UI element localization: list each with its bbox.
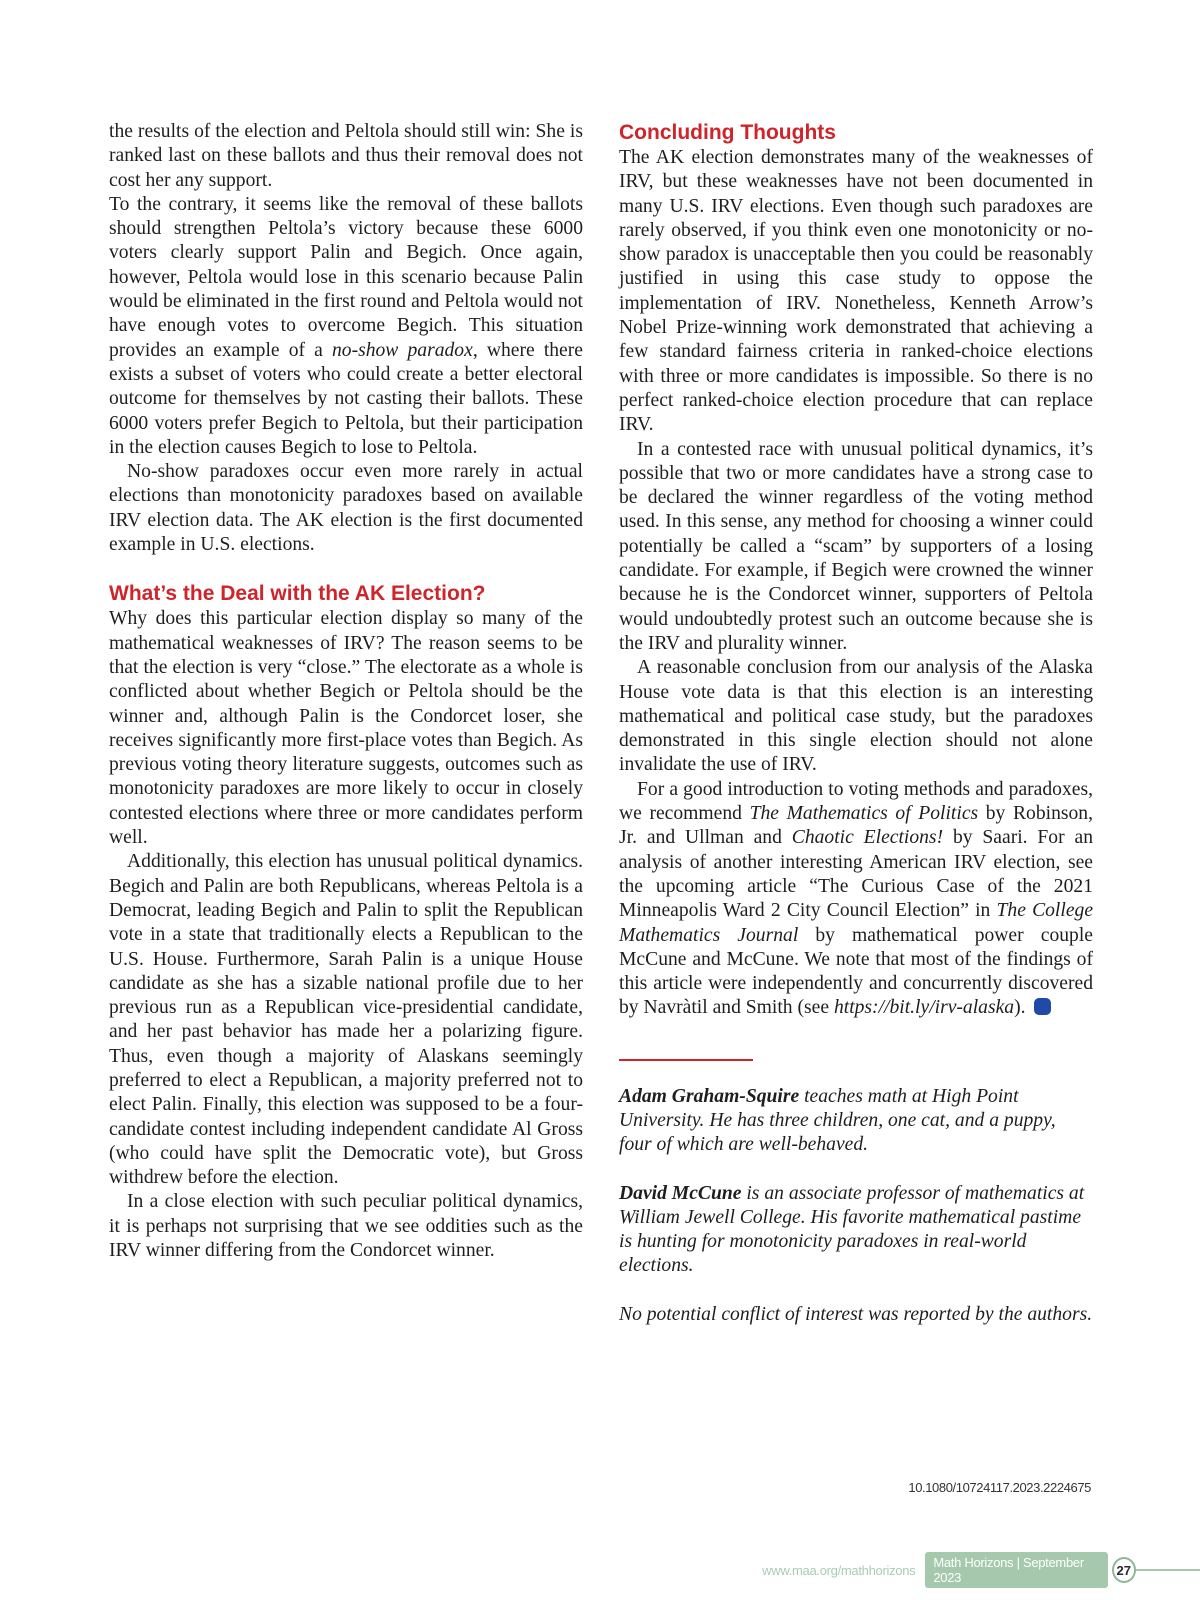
author-bio: David McCune is an associate professor of mathematics at William Jewell College. His favorite mathematical pastime is hunting for monotonicity paradoxes in real-world elections. [619,1182,1085,1277]
doi: 10.1080/10724117.2023.2224675 [908,1480,1091,1495]
publication-badge: Math Horizons | September 2023 [925,1552,1107,1588]
paragraph: For a good introduction to voting methods and paradoxes, we recommend The Mathematics of Politics by Robinson, Jr. and Ullman and Chaotic Elections! by Saari. For an analysis of another interesting American IRV election, see the upcoming article “The Curious Case of the 2021 Minneapolis Ward 2 City Council Election” in The College Mathematics Journal by mathematical power couple McCune and McCune. We note that most of the findings of this article were independently and concurrently discovered by Navràtil and Smith (see https://bit.ly/irv-alaska). [619,778,1094,1019]
paragraph: Additionally, this election has unusual political dynamics. Begich and Palin are both Republicans, whereas Peltola is a Democrat, leading Begich and Palin to split the Republican vote in a state that traditionally elects a Republican to the U.S. House. Furthermore, Sarah Palin is a unique House candidate as she has a sizable national profile due to her previous run as a Republican vice-presidential candidate, and her past behavior has made her a polarizing figure. Thus, even though a majority of Alaskans seemingly preferred to elect a Republican, a majority preferred not to elect Palin. Finally, this election was supposed to be a four-candidate contest including independent candidate Al Gross (who could have split the Democratic vote), but Gross withdrew before the election. [109,851,583,1189]
term-no-show-paradox: no-show paradox [331,339,473,361]
author-bios [619,1085,1093,1327]
author-name: David McCune [619,1182,742,1204]
conflict-statement: No potential conflict of interest was reported by the authors. [619,1303,1093,1325]
right-column [619,120,1093,1351]
footer-url[interactable]: www.maa.org/mathhorizons [762,1562,916,1578]
reference-link[interactable]: https://bit.ly/irv-alaska [833,997,1015,1019]
footer-line [1136,1569,1200,1571]
journal-title: The College Mathematics Journal [619,900,1094,946]
paragraph: No-show paradoxes occur even more rarely in actual elections than monotonicity paradoxes based on available IRV election data. The AK election is the first documented example in U.S. elections. [109,461,583,556]
page-number: 27 [1112,1557,1136,1583]
author-bio: Adam Graham-Squire teaches math at High Point University. He has three children, one cat, and a puppy, four of which are well-behaved. [619,1085,1056,1156]
end-of-article-icon [1034,998,1051,1015]
author-name: Adam Graham-Squire [619,1085,800,1107]
bio-divider [619,1059,753,1061]
section-heading: What’s the Deal with the AK Election? [109,582,486,606]
section-heading: Concluding Thoughts [619,121,836,144]
book-title: The Mathematics of Politics [749,803,979,825]
paragraph: A reasonable conclusion from our analysis of the Alaska House vote data is that this election is an interesting mathematical and political case study, but the paradoxes demonstrated in this single election should not alone invalidate the use of IRV. [619,657,1093,776]
paragraph: In a contested race with unusual political dynamics, it’s possible that two or more candidates have a strong case to be declared the winner regardless of the voting method used. In this sense, any method for choosing a winner could potentially be called a “scam” by supporters of a losing candidate. For example, if Begich were crowned the winner because he is the Condorcet winner, supporters of Peltola would undoubtedly protest such an outcome because she is the IRV and plurality winner. [619,438,1093,654]
paragraph: To the contrary, it seems like the removal of these ballots should strengthen Peltola’s victory because these 6000 voters clearly support Palin and Begich. Once again, however, Peltola would lose in this scenario because Palin would be eliminated in the first round and Peltola would not have enough votes to overcome Begich. This situation provides an example of a no-show paradox, where there exists a subset of voters who could create a better electoral outcome for themselves by not casting their ballots. These 6000 voters prefer Begich to Peltola, but their participation in the election causes Begich to lose to Peltola. [109,193,583,458]
page-footer [700,1557,1200,1583]
book-title: Chaotic Elections! [791,827,944,849]
paragraph: In a close election with such peculiar political dynamics, it is perhaps not surprising that we see oddities such as the IRV winner differing from the Condorcet winner. [109,1191,583,1262]
paragraph: Why does this particular election display so many of the mathematical weaknesses of IRV? The reason seems to be that the election is very “close.” The electorate as a whole is conflicted about whether Begich or Peltola should be the winner and, although Palin is the Condorcet loser, she receives significantly more first-place votes than Begich. As previous voting theory literature suggests, outcomes such as monotonicity paradoxes are more likely to occur in closely contested elections where three or more candidates perform well. [109,608,583,849]
left-column [109,120,583,1263]
paragraph: the results of the election and Peltola should still win: She is ranked last on these ballots and thus their removal does not cost her any support. [109,121,583,191]
paragraph: The AK election demonstrates many of the weaknesses of IRV, but these weaknesses have not been documented in many U.S. IRV elections. Even though such paradoxes are rarely observed, if you think even one monotonicity or no-show paradox is unacceptable then you could be reasonably justified in using this case study to oppose the implementation of IRV. Nonetheless, Kenneth Arrow’s Nobel Prize-winning work demonstrated that achieving a few standard fairness criteria in ranked-choice elections with three or more candidates is impossible. So there is no perfect ranked-choice election procedure that can replace IRV. [619,147,1093,436]
